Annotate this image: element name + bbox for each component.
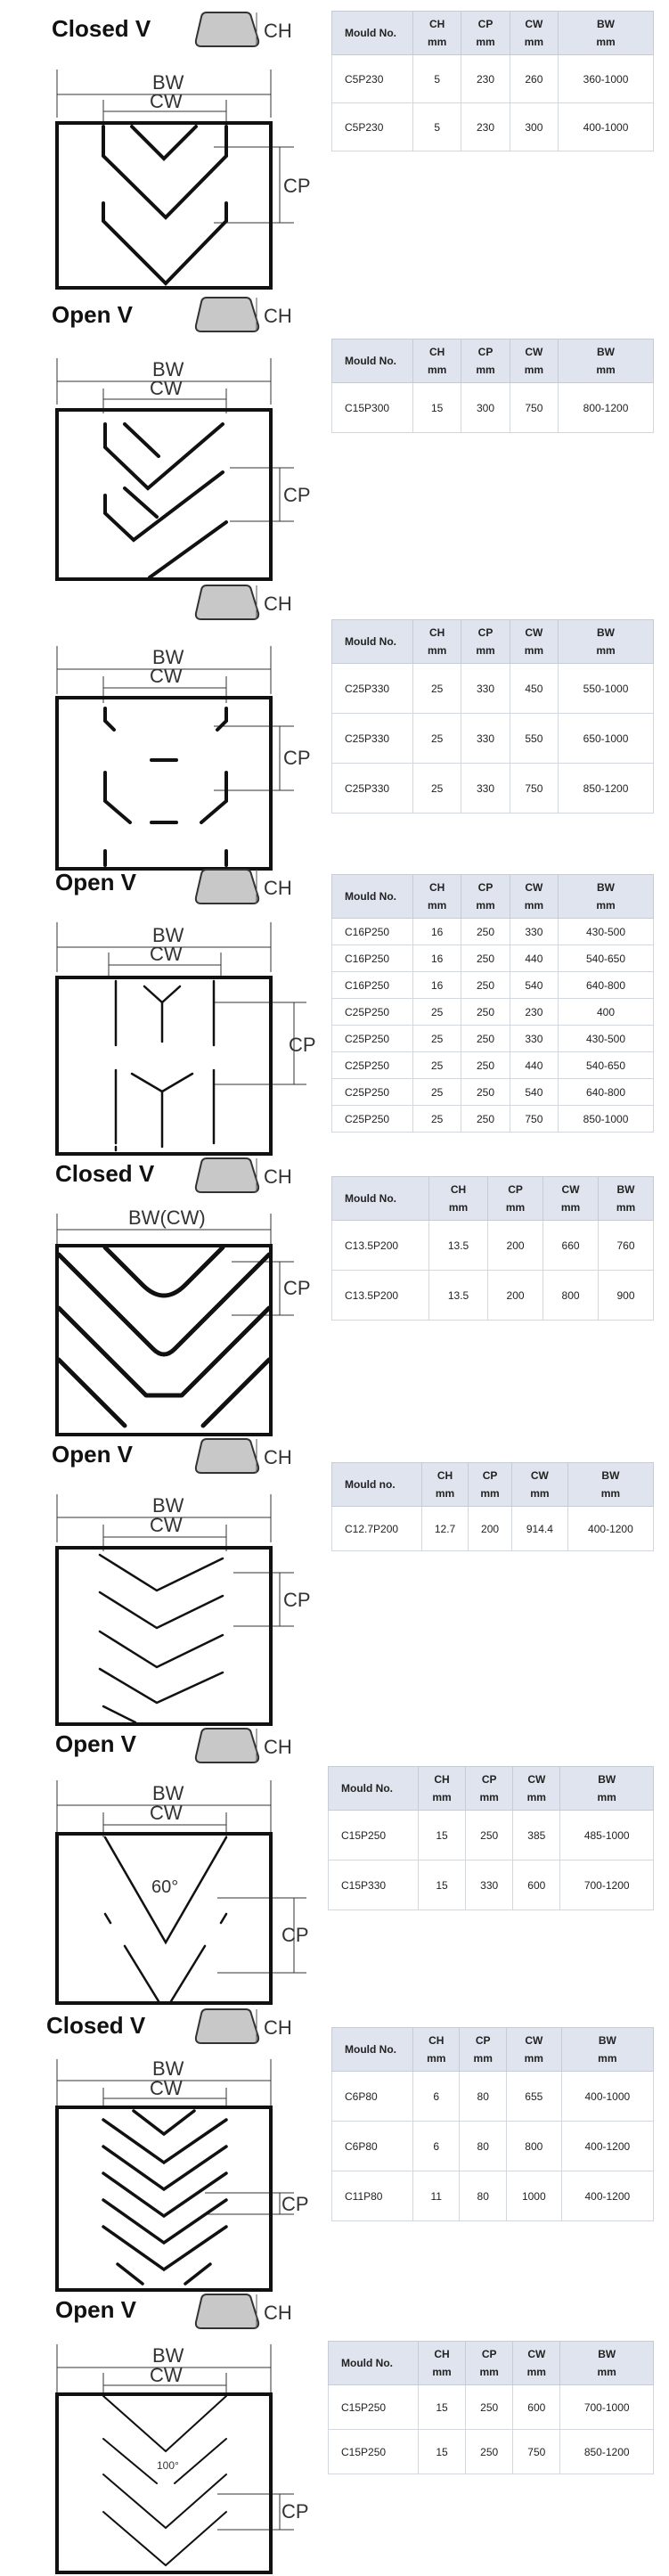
section-closed-v-1 xyxy=(0,0,669,294)
cell-cp: 200 xyxy=(469,1507,512,1551)
table-body xyxy=(332,1221,654,1321)
belt-outline xyxy=(57,1548,271,1724)
ch-label: CH xyxy=(264,1736,292,1758)
section-open-v-5 xyxy=(0,2294,669,2576)
col-mould: Mould No. xyxy=(332,2028,413,2072)
col-mould: Mould no. xyxy=(332,1463,422,1507)
cell-ch: 15 xyxy=(413,383,461,433)
table-row xyxy=(332,1106,654,1133)
bw-label: BW xyxy=(152,2057,184,2080)
cell-cp: 250 xyxy=(461,1079,510,1106)
cell-bw: 850-1200 xyxy=(559,764,654,814)
cell-cw: 655 xyxy=(506,2072,561,2122)
table-body xyxy=(332,383,654,433)
section-title: Open V xyxy=(55,1730,137,1757)
col-cw: CW mm xyxy=(510,339,558,383)
table-row xyxy=(332,919,654,945)
section-title: Open V xyxy=(52,1441,134,1468)
profile-diagram xyxy=(0,294,311,584)
table-row xyxy=(332,1052,654,1079)
cleat-pattern xyxy=(59,1247,269,1426)
table-row xyxy=(332,55,654,103)
table-row xyxy=(332,2171,654,2221)
table-row xyxy=(332,714,654,764)
belt-outline xyxy=(57,2394,271,2572)
cleat-pattern xyxy=(105,708,226,865)
cell-cp: 250 xyxy=(466,2385,513,2430)
cell-mould-no: C25P250 xyxy=(332,999,413,1026)
cell-cp: 330 xyxy=(461,714,510,764)
ch-label: CH xyxy=(264,20,292,42)
col-cp: CP mm xyxy=(461,12,510,55)
cell-bw: 640-800 xyxy=(559,972,654,999)
cell-cw: 600 xyxy=(513,2385,560,2430)
cell-cw: 750 xyxy=(513,2430,560,2474)
cell-cp: 250 xyxy=(461,919,510,945)
cell-bw: 900 xyxy=(599,1271,654,1321)
col-mould: Mould No. xyxy=(332,12,413,55)
cw-label: CW xyxy=(150,943,183,965)
cell-bw: 400-1200 xyxy=(567,1507,653,1551)
table-row xyxy=(332,2122,654,2171)
table-row xyxy=(332,945,654,972)
cp-label: CP xyxy=(283,1277,311,1299)
cell-bw: 850-1200 xyxy=(560,2430,654,2474)
cell-cw: 440 xyxy=(510,1052,558,1079)
cw-label: CW xyxy=(150,1514,183,1536)
spec-table xyxy=(328,1766,654,1910)
cell-ch: 25 xyxy=(413,664,461,714)
ch-label: CH xyxy=(264,1165,292,1188)
cp-label: CP xyxy=(283,484,311,506)
section-closed-v-2 xyxy=(0,1158,669,1439)
cw-label: CW xyxy=(150,1802,183,1824)
belt-outline xyxy=(57,698,271,869)
cell-cw: 914.4 xyxy=(511,1507,567,1551)
cell-cw: 540 xyxy=(510,1079,558,1106)
cw-label: CW xyxy=(150,2077,183,2099)
col-cw: CW mm xyxy=(543,1177,599,1221)
table-body xyxy=(332,664,654,814)
cleat-pattern xyxy=(105,424,226,577)
col-cw: CW mm xyxy=(513,2342,560,2385)
bw-label: BW xyxy=(152,1494,184,1517)
col-ch: CH mm xyxy=(413,2028,460,2072)
col-mould: Mould No. xyxy=(329,2342,419,2385)
col-ch: CH mm xyxy=(413,12,461,55)
cleat-profile-icon xyxy=(196,2009,258,2043)
cleat-pattern xyxy=(116,981,214,1150)
section-title: Closed V xyxy=(52,15,151,42)
cp-label: CP xyxy=(281,1924,309,1946)
cell-cp: 200 xyxy=(488,1271,543,1321)
section-open-v-2 xyxy=(0,867,669,1158)
spec-table xyxy=(331,2027,654,2221)
section-open-v-4 xyxy=(0,1729,669,2009)
bw-label: BW xyxy=(152,1782,184,1804)
cell-ch: 16 xyxy=(413,919,461,945)
cell-mould-no: C15P300 xyxy=(332,383,413,433)
cell-cw: 750 xyxy=(510,383,558,433)
cell-cw: 1000 xyxy=(506,2171,561,2221)
col-cw: CW mm xyxy=(510,875,558,919)
cell-mould-no: C25P250 xyxy=(332,1052,413,1079)
cell-bw: 430-500 xyxy=(559,919,654,945)
ch-label: CH xyxy=(264,877,292,899)
cell-cp: 80 xyxy=(460,2122,506,2171)
cleat-profile-icon xyxy=(196,585,258,619)
cleat-profile-icon xyxy=(196,870,258,904)
col-mould: Mould No. xyxy=(332,339,413,383)
table-row xyxy=(332,1079,654,1106)
cell-ch: 15 xyxy=(419,2385,466,2430)
profile-diagram xyxy=(0,1158,311,1439)
col-bw: BW mm xyxy=(561,2028,653,2072)
bw-label: BW xyxy=(152,358,184,380)
col-bw: BW mm xyxy=(559,620,654,664)
col-cp: CP mm xyxy=(460,2028,506,2072)
cell-cw: 230 xyxy=(510,999,558,1026)
cell-bw: 700-1200 xyxy=(560,1860,654,1910)
bw-label: BW xyxy=(152,2344,184,2367)
col-cp: CP mm xyxy=(466,1767,513,1811)
table-row xyxy=(332,1507,654,1551)
cleat-profile-icon xyxy=(196,1729,258,1762)
col-cw: CW mm xyxy=(506,2028,561,2072)
cleat-pattern xyxy=(105,1837,226,2001)
table-body xyxy=(329,1811,654,1910)
cleat-pattern xyxy=(100,1555,223,1722)
cleat-pattern xyxy=(103,127,226,283)
spec-table xyxy=(331,874,654,1133)
cleat-profile-icon xyxy=(196,12,258,46)
cell-cp: 80 xyxy=(460,2072,506,2122)
angle-label: 60° xyxy=(151,1877,179,1897)
ch-label: CH xyxy=(264,2016,292,2039)
cell-mould-no: C13.5P200 xyxy=(332,1221,429,1271)
cw-label: CW xyxy=(150,90,183,112)
cell-bw: 485-1000 xyxy=(560,1811,654,1860)
cleat-profile-icon xyxy=(196,298,258,331)
section-title: Open V xyxy=(52,301,134,328)
col-bw: BW mm xyxy=(567,1463,653,1507)
cell-cp: 250 xyxy=(466,1811,513,1860)
cell-cw: 385 xyxy=(513,1811,560,1860)
table-row xyxy=(332,972,654,999)
cell-bw: 430-500 xyxy=(559,1026,654,1052)
cell-mould-no: C16P250 xyxy=(332,972,413,999)
col-ch: CH mm xyxy=(419,2342,466,2385)
cell-ch: 25 xyxy=(413,714,461,764)
cell-mould-no: C6P80 xyxy=(332,2122,413,2171)
cw-label: CW xyxy=(150,665,183,687)
col-cw: CW mm xyxy=(510,620,558,664)
cell-mould-no: C16P250 xyxy=(332,919,413,945)
col-ch: CH mm xyxy=(419,1767,466,1811)
col-ch: CH mm xyxy=(413,620,461,664)
profile-diagram xyxy=(0,584,311,873)
cell-cw: 260 xyxy=(510,55,558,103)
col-ch: CH mm xyxy=(422,1463,469,1507)
cell-bw: 400-1200 xyxy=(561,2122,653,2171)
cell-mould-no: C6P80 xyxy=(332,2072,413,2122)
belt-outline xyxy=(57,1834,271,2003)
cell-mould-no: C25P330 xyxy=(332,664,413,714)
cell-mould-no: C25P250 xyxy=(332,1079,413,1106)
cell-cp: 330 xyxy=(461,764,510,814)
table-row xyxy=(332,664,654,714)
cell-cp: 250 xyxy=(461,1106,510,1133)
cell-bw: 400-1000 xyxy=(559,103,654,151)
cell-cw: 330 xyxy=(510,1026,558,1052)
cell-cw: 450 xyxy=(510,664,558,714)
cell-bw: 760 xyxy=(599,1221,654,1271)
cell-ch: 25 xyxy=(413,1079,461,1106)
cell-bw: 850-1000 xyxy=(559,1106,654,1133)
belt-outline xyxy=(57,123,271,288)
cell-mould-no: C25P250 xyxy=(332,1106,413,1133)
ch-label: CH xyxy=(264,305,292,327)
cell-mould-no: C5P230 xyxy=(332,103,413,151)
col-cw: CW mm xyxy=(513,1767,560,1811)
cell-ch: 16 xyxy=(413,945,461,972)
cell-bw: 650-1000 xyxy=(559,714,654,764)
table-row xyxy=(329,2430,654,2474)
col-cp: CP mm xyxy=(461,875,510,919)
table-row xyxy=(332,1271,654,1321)
table-body xyxy=(332,919,654,1133)
profile-diagram xyxy=(0,2294,309,2576)
section-closed-v-3 xyxy=(0,2009,669,2294)
section-open-v-1 xyxy=(0,294,669,584)
col-mould: Mould No. xyxy=(329,1767,419,1811)
cell-cw: 330 xyxy=(510,919,558,945)
cell-cp: 250 xyxy=(466,2430,513,2474)
bw-label: BW xyxy=(152,71,184,94)
table-row xyxy=(332,764,654,814)
cell-ch: 25 xyxy=(413,1106,461,1133)
cp-label: CP xyxy=(283,175,311,197)
col-mould: Mould No. xyxy=(332,620,413,664)
cell-mould-no: C15P250 xyxy=(329,2385,419,2430)
cell-ch: 15 xyxy=(419,2430,466,2474)
cell-ch: 5 xyxy=(413,103,461,151)
section-title: Open V xyxy=(55,869,137,895)
table-body xyxy=(332,1507,654,1551)
cell-cp: 250 xyxy=(461,945,510,972)
section-open-v-3 xyxy=(0,1439,669,1729)
cell-ch: 15 xyxy=(419,1860,466,1910)
col-bw: BW mm xyxy=(559,12,654,55)
spec-table xyxy=(331,11,654,151)
table-row xyxy=(332,383,654,433)
cell-bw: 800-1200 xyxy=(559,383,654,433)
cell-cp: 230 xyxy=(461,55,510,103)
cell-cp: 200 xyxy=(488,1221,543,1271)
cell-cp: 80 xyxy=(460,2171,506,2221)
table-row xyxy=(329,2385,654,2430)
cell-ch: 25 xyxy=(413,1026,461,1052)
cell-cw: 750 xyxy=(510,764,558,814)
col-ch: CH mm xyxy=(429,1177,488,1221)
spec-table xyxy=(328,2341,654,2474)
cleat-pattern xyxy=(103,2396,226,2565)
table-row xyxy=(332,103,654,151)
cell-mould-no: C13.5P200 xyxy=(332,1271,429,1321)
table-row xyxy=(329,1860,654,1910)
spec-table xyxy=(331,1462,654,1551)
cell-ch: 5 xyxy=(413,55,461,103)
cell-ch: 25 xyxy=(413,1052,461,1079)
col-cp: CP mm xyxy=(488,1177,543,1221)
cell-ch: 6 xyxy=(413,2072,460,2122)
cell-cp: 250 xyxy=(461,1052,510,1079)
table-row xyxy=(332,999,654,1026)
profile-diagram xyxy=(0,1729,309,2009)
table-body xyxy=(332,55,654,151)
angle-label: 100° xyxy=(157,2459,179,2472)
col-bw: BW mm xyxy=(560,2342,654,2385)
cell-mould-no: C25P330 xyxy=(332,764,413,814)
cp-label: CP xyxy=(283,1589,311,1611)
col-cw: CW mm xyxy=(510,12,558,55)
cell-mould-no: C15P250 xyxy=(329,1811,419,1860)
cell-cw: 600 xyxy=(513,1860,560,1910)
cell-mould-no: C25P250 xyxy=(332,1026,413,1052)
table-row xyxy=(332,2072,654,2122)
belt-outline xyxy=(57,410,271,579)
cw-label: CW xyxy=(150,2364,183,2386)
cell-cp: 230 xyxy=(461,103,510,151)
spec-table xyxy=(331,619,654,814)
cell-bw: 540-650 xyxy=(559,1052,654,1079)
cell-ch: 25 xyxy=(413,999,461,1026)
cell-cp: 330 xyxy=(466,1860,513,1910)
cell-mould-no: C5P230 xyxy=(332,55,413,103)
cell-cp: 250 xyxy=(461,999,510,1026)
col-bw: BW mm xyxy=(599,1177,654,1221)
cell-mould-no: C11P80 xyxy=(332,2171,413,2221)
col-bw: BW mm xyxy=(560,1767,654,1811)
profile-diagram xyxy=(0,0,311,294)
cell-ch: 11 xyxy=(413,2171,460,2221)
bw-label: BW xyxy=(152,646,184,668)
table-body xyxy=(329,2385,654,2474)
cell-cw: 300 xyxy=(510,103,558,151)
cell-mould-no: C15P330 xyxy=(329,1860,419,1910)
col-ch: CH mm xyxy=(413,339,461,383)
spec-table xyxy=(331,339,654,433)
cell-cp: 330 xyxy=(461,664,510,714)
cell-cp: 250 xyxy=(461,972,510,999)
profile-diagram xyxy=(0,867,316,1158)
cell-bw: 640-800 xyxy=(559,1079,654,1106)
table-row xyxy=(332,1026,654,1052)
cleat-pattern xyxy=(103,2111,226,2284)
cell-ch: 25 xyxy=(413,764,461,814)
cw-label: CW xyxy=(150,377,183,399)
cell-mould-no: C16P250 xyxy=(332,945,413,972)
cell-bw: 400-1200 xyxy=(561,2171,653,2221)
table-row xyxy=(332,1221,654,1271)
cell-ch: 16 xyxy=(413,972,461,999)
section-untitled xyxy=(0,584,669,873)
belt-outline xyxy=(57,977,271,1154)
cp-label: CP xyxy=(281,2500,309,2523)
cp-label: CP xyxy=(283,747,311,769)
cell-cw: 800 xyxy=(543,1271,599,1321)
cell-bw: 700-1000 xyxy=(560,2385,654,2430)
col-cp: CP mm xyxy=(466,2342,513,2385)
cp-label: CP xyxy=(289,1034,316,1056)
section-title: Closed V xyxy=(55,1160,155,1187)
bwcw-label: BW(CW) xyxy=(128,1206,206,1229)
col-cp: CP mm xyxy=(461,620,510,664)
col-mould: Mould No. xyxy=(332,875,413,919)
cell-cw: 440 xyxy=(510,945,558,972)
table-row xyxy=(329,1811,654,1860)
profile-diagram xyxy=(0,2009,309,2294)
cell-ch: 13.5 xyxy=(429,1271,488,1321)
cell-cw: 540 xyxy=(510,972,558,999)
cell-bw: 400-1000 xyxy=(561,2072,653,2122)
section-title: Open V xyxy=(55,2296,137,2323)
section-title: Closed V xyxy=(46,2012,146,2039)
cell-ch: 6 xyxy=(413,2122,460,2171)
cp-label: CP xyxy=(281,2193,309,2215)
profile-diagram xyxy=(0,1439,311,1729)
cell-mould-no: C25P330 xyxy=(332,714,413,764)
cell-cp: 300 xyxy=(461,383,510,433)
cell-ch: 13.5 xyxy=(429,1221,488,1271)
bw-label: BW xyxy=(152,924,184,946)
cell-bw: 550-1000 xyxy=(559,664,654,714)
cleat-profile-icon xyxy=(196,1439,258,1473)
ch-label: CH xyxy=(264,1446,292,1468)
cell-cw: 800 xyxy=(506,2122,561,2171)
cleat-profile-icon xyxy=(196,1158,258,1192)
col-ch: CH mm xyxy=(413,875,461,919)
cell-cw: 660 xyxy=(543,1221,599,1271)
col-cp: CP mm xyxy=(461,339,510,383)
col-bw: BW mm xyxy=(559,875,654,919)
ch-label: CH xyxy=(264,2302,292,2324)
cell-mould-no: C15P250 xyxy=(329,2430,419,2474)
cell-bw: 540-650 xyxy=(559,945,654,972)
spec-table xyxy=(331,1176,654,1321)
cell-bw: 400 xyxy=(559,999,654,1026)
col-cp: CP mm xyxy=(469,1463,512,1507)
col-bw: BW mm xyxy=(559,339,654,383)
col-cw: CW mm xyxy=(511,1463,567,1507)
table-body xyxy=(332,2072,654,2221)
cell-ch: 12.7 xyxy=(422,1507,469,1551)
col-mould: Mould No. xyxy=(332,1177,429,1221)
cleat-profile-icon xyxy=(196,2294,258,2328)
cell-cw: 550 xyxy=(510,714,558,764)
cell-ch: 15 xyxy=(419,1811,466,1860)
cell-cw: 750 xyxy=(510,1106,558,1133)
cell-mould-no: C12.7P200 xyxy=(332,1507,422,1551)
ch-label: CH xyxy=(264,593,292,615)
cell-cp: 250 xyxy=(461,1026,510,1052)
cell-bw: 360-1000 xyxy=(559,55,654,103)
